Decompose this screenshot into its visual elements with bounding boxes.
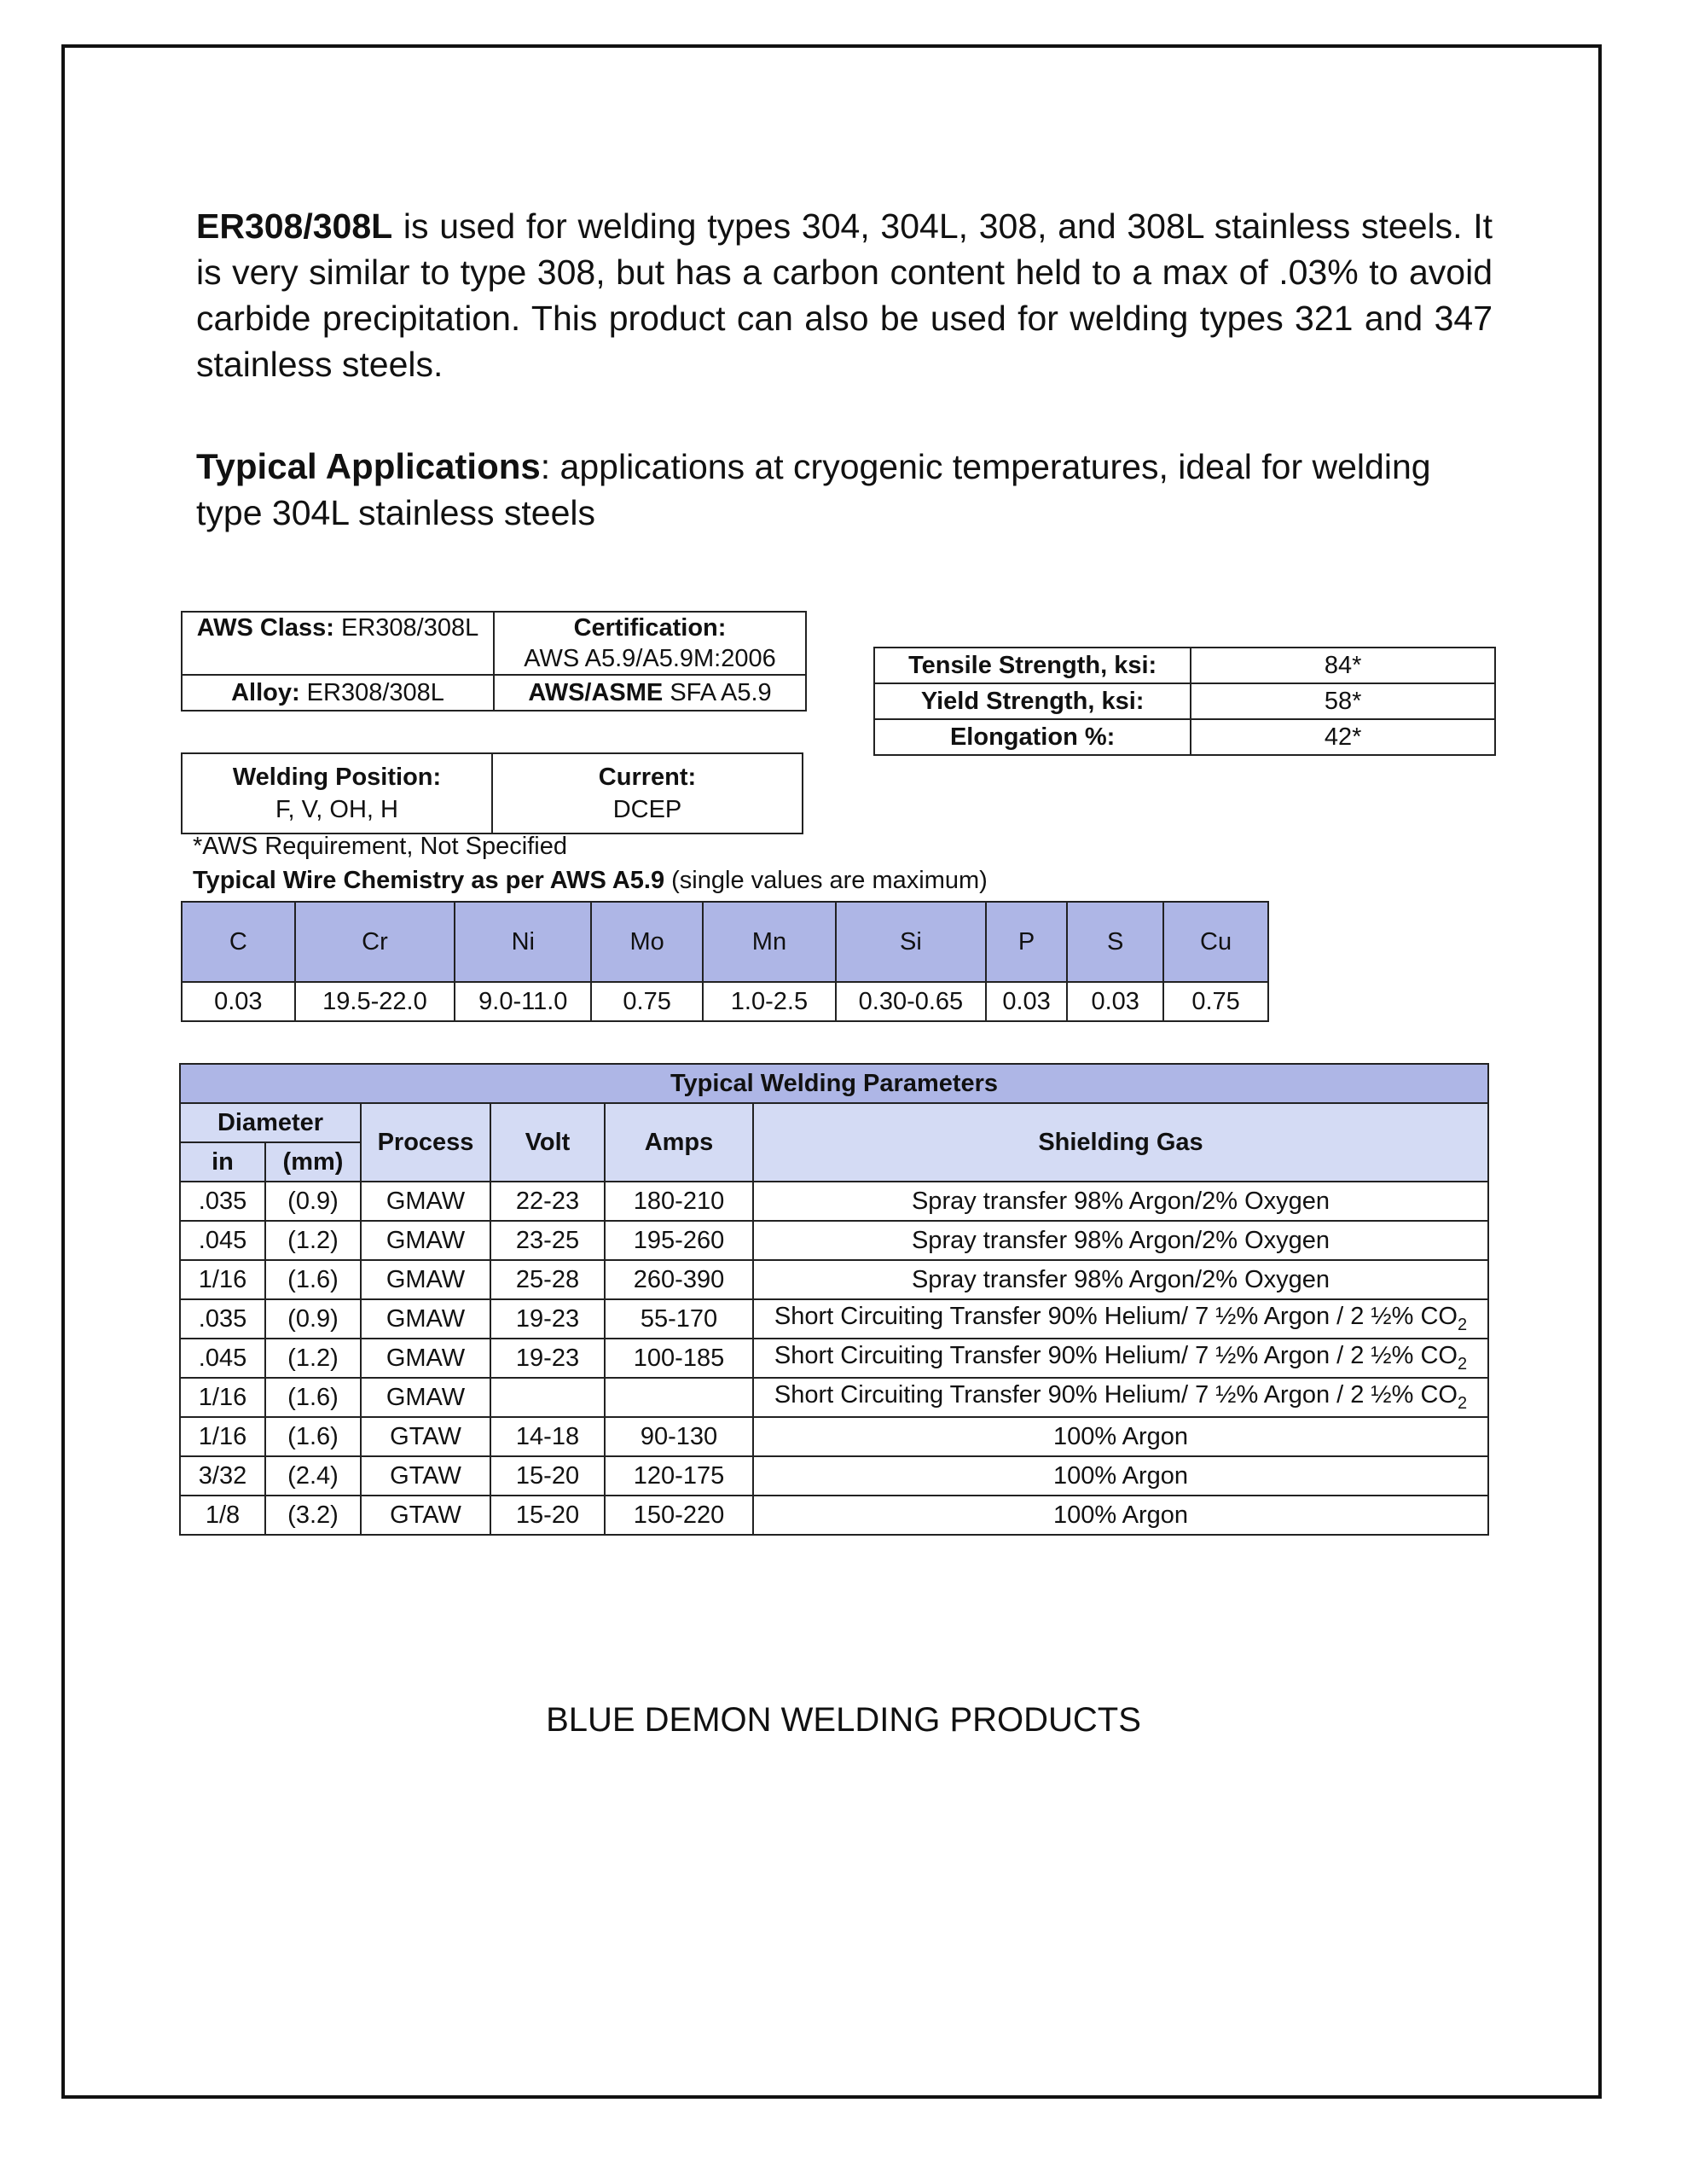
params-gas-co2-subscript: 2 (1457, 1393, 1468, 1413)
params-cell-process: GMAW (361, 1299, 490, 1339)
params-cell-gas (753, 1378, 1488, 1417)
current-label: Current: (598, 764, 697, 791)
params-cell-gas (753, 1221, 1488, 1260)
elongation-value: 42* (1191, 719, 1495, 755)
chem-value-mo: 0.75 (591, 982, 703, 1021)
params-title: Typical Welding Parameters (180, 1064, 1488, 1103)
params-header-mm: (mm) (265, 1142, 361, 1182)
params-cell-in: 1/8 (180, 1496, 265, 1535)
params-header-in: in (180, 1142, 265, 1182)
params-cell-volt: 14-18 (490, 1417, 605, 1456)
params-row (180, 1378, 1488, 1417)
chem-value-c: 0.03 (182, 982, 295, 1021)
params-cell-volt: 19-23 (490, 1299, 605, 1339)
params-cell-gas (753, 1417, 1488, 1456)
params-cell-gas (753, 1456, 1488, 1496)
params-cell-gas (753, 1182, 1488, 1221)
aws-class-value: ER308/308L (333, 614, 479, 642)
params-cell-process: GMAW (361, 1221, 490, 1260)
params-cell-amps: 260-390 (605, 1260, 753, 1299)
chem-header-cr: Cr (295, 902, 455, 982)
sfa-value: SFA A5.9 (663, 679, 772, 706)
welding-position-table (181, 752, 803, 834)
params-gas-text: 100% Argon (1052, 1422, 1188, 1450)
applications-colon: : (540, 447, 551, 486)
params-cell-process: GMAW (361, 1378, 490, 1417)
params-gas-text: Spray transfer 98% Argon/2% Oxygen (911, 1265, 1330, 1293)
params-cell-gas (753, 1299, 1488, 1339)
params-cell-volt: 15-20 (490, 1496, 605, 1535)
params-cell-mm: (1.2) (265, 1339, 361, 1378)
current-value: DCEP (612, 796, 682, 823)
certification-cell (494, 612, 806, 675)
params-row (180, 1260, 1488, 1299)
chem-header-si: Si (836, 902, 986, 982)
chem-value-si: 0.30-0.65 (836, 982, 986, 1021)
params-cell-amps (605, 1378, 753, 1417)
certification-label: Certification: (573, 614, 727, 642)
params-cell-volt: 22-23 (490, 1182, 605, 1221)
welding-position-cell (182, 753, 492, 834)
params-cell-process: GMAW (361, 1339, 490, 1378)
chem-value-mn: 1.0-2.5 (703, 982, 836, 1021)
alloy-label: Alloy: (231, 679, 300, 706)
params-row (180, 1339, 1488, 1378)
intro-paragraph (196, 203, 1493, 387)
chem-header-s: S (1067, 902, 1163, 982)
chem-header-p: P (986, 902, 1067, 982)
product-name: ER308/308L (196, 206, 393, 246)
chem-value-s: 0.03 (1067, 982, 1163, 1021)
alloy-cell (182, 675, 494, 711)
params-cell-mm: (1.6) (265, 1417, 361, 1456)
params-cell-process: GTAW (361, 1417, 490, 1456)
params-row (180, 1299, 1488, 1339)
company-footer: BLUE DEMON WELDING PRODUCTS (546, 1701, 1141, 1739)
chemistry-title: Typical Wire Chemistry as per AWS A5.9 (193, 867, 665, 894)
params-cell-gas (753, 1339, 1488, 1378)
params-gas-text: 100% Argon (1052, 1461, 1188, 1490)
params-cell-amps: 90-130 (605, 1417, 753, 1456)
params-gas-co2: CO (1420, 1381, 1458, 1409)
chem-value-ni: 9.0-11.0 (455, 982, 591, 1021)
params-cell-process: GMAW (361, 1182, 490, 1221)
params-body (180, 1182, 1488, 1535)
params-gas-text: Short Circuiting Transfer 90% Helium/ 7 ½% Argon / 2 ½% (774, 1342, 1421, 1370)
chemistry-title-line (193, 867, 988, 895)
yield-label: Yield Strength, ksi: (874, 683, 1191, 719)
chemistry-table (181, 901, 1269, 1022)
params-cell-gas (753, 1496, 1488, 1535)
params-cell-mm: (1.2) (265, 1221, 361, 1260)
applications-paragraph (196, 444, 1493, 536)
params-cell-volt: 19-23 (490, 1339, 605, 1378)
params-cell-mm: (0.9) (265, 1182, 361, 1221)
params-gas-text: Spray transfer 98% Argon/2% Oxygen (911, 1226, 1330, 1254)
params-cell-amps: 195-260 (605, 1221, 753, 1260)
params-cell-amps: 100-185 (605, 1339, 753, 1378)
chemistry-subtitle: (single values are maximum) (664, 867, 988, 894)
params-cell-amps: 150-220 (605, 1496, 753, 1535)
params-header-amps: Amps (605, 1103, 753, 1182)
params-cell-amps: 180-210 (605, 1182, 753, 1221)
params-gas-text: Short Circuiting Transfer 90% Helium/ 7 ½% Argon / 2 ½% (774, 1303, 1421, 1331)
params-cell-mm: (1.6) (265, 1260, 361, 1299)
params-cell-process: GTAW (361, 1496, 490, 1535)
applications-label: Typical Applications (196, 446, 541, 486)
params-header-volt: Volt (490, 1103, 605, 1182)
params-gas-co2: CO (1420, 1303, 1458, 1331)
params-cell-in: 1/16 (180, 1260, 265, 1299)
params-header-gas: Shielding Gas (753, 1103, 1488, 1182)
welding-position-label: Welding Position: (232, 764, 442, 791)
applications-text: applications at cryogenic temperatures, ideal for welding type 304L stainless steels (196, 447, 1431, 532)
params-cell-volt: 23-25 (490, 1221, 605, 1260)
params-cell-in: 3/32 (180, 1456, 265, 1496)
params-cell-gas (753, 1260, 1488, 1299)
intro-text: is used for welding types 304, 304L, 308, and 308L stainless steels. It is very similar to type 308, but has a carbon content held to a max of .03% to avoid carbide precipitation. This product can also be used for welding types 321 and 347 stainless steels. (196, 206, 1493, 384)
params-cell-in: .035 (180, 1182, 265, 1221)
params-cell-amps: 120-175 (605, 1456, 753, 1496)
mechanical-properties-table (873, 647, 1496, 756)
params-cell-mm: (0.9) (265, 1299, 361, 1339)
params-cell-mm: (2.4) (265, 1456, 361, 1496)
welding-position-value: F, V, OH, H (275, 796, 398, 823)
aws-class-label: AWS Class: (196, 614, 334, 642)
params-cell-in: 1/16 (180, 1378, 265, 1417)
params-gas-text: 100% Argon (1052, 1501, 1188, 1529)
params-cell-in: .045 (180, 1221, 265, 1260)
welding-parameters-table (179, 1063, 1489, 1536)
chem-header-mo: Mo (591, 902, 703, 982)
params-cell-volt: 15-20 (490, 1456, 605, 1496)
current-cell (492, 753, 803, 834)
params-row (180, 1221, 1488, 1260)
chem-header-ni: Ni (455, 902, 591, 982)
tensile-label: Tensile Strength, ksi: (874, 648, 1191, 683)
certification-value: AWS A5.9/A5.9M:2006 (524, 645, 776, 672)
params-cell-volt: 25-28 (490, 1260, 605, 1299)
params-gas-co2-subscript: 2 (1457, 1354, 1468, 1374)
params-cell-process: GTAW (361, 1456, 490, 1496)
params-cell-process: GMAW (361, 1260, 490, 1299)
params-cell-volt (490, 1378, 605, 1417)
class-table (181, 611, 807, 712)
params-row (180, 1182, 1488, 1221)
chem-header-cu: Cu (1163, 902, 1268, 982)
params-header-process: Process (361, 1103, 490, 1182)
params-cell-in: .035 (180, 1299, 265, 1339)
sfa-label: AWS/ASME (528, 679, 664, 706)
chem-header-c: C (182, 902, 295, 982)
params-row (180, 1496, 1488, 1535)
chem-value-p: 0.03 (986, 982, 1067, 1021)
chem-value-cr: 19.5-22.0 (295, 982, 455, 1021)
chem-value-cu: 0.75 (1163, 982, 1268, 1021)
aws-requirement-note: *AWS Requirement, Not Specified (193, 833, 567, 860)
tensile-value: 84* (1191, 648, 1495, 683)
yield-value: 58* (1191, 683, 1495, 719)
params-gas-text: Spray transfer 98% Argon/2% Oxygen (911, 1187, 1330, 1215)
params-cell-in: 1/16 (180, 1417, 265, 1456)
params-cell-mm: (1.6) (265, 1378, 361, 1417)
sfa-cell (494, 675, 806, 711)
chem-header-mn: Mn (703, 902, 836, 982)
alloy-value: ER308/308L (299, 679, 444, 706)
elongation-label: Elongation %: (874, 719, 1191, 755)
params-cell-amps: 55-170 (605, 1299, 753, 1339)
params-cell-mm: (3.2) (265, 1496, 361, 1535)
aws-class-cell (182, 612, 494, 675)
params-cell-in: .045 (180, 1339, 265, 1378)
params-gas-text: Short Circuiting Transfer 90% Helium/ 7 ½% Argon / 2 ½% (774, 1381, 1421, 1409)
params-gas-co2-subscript: 2 (1457, 1315, 1468, 1334)
params-row (180, 1456, 1488, 1496)
params-row (180, 1417, 1488, 1456)
params-gas-co2: CO (1420, 1342, 1458, 1370)
params-header-diameter: Diameter (180, 1103, 361, 1142)
